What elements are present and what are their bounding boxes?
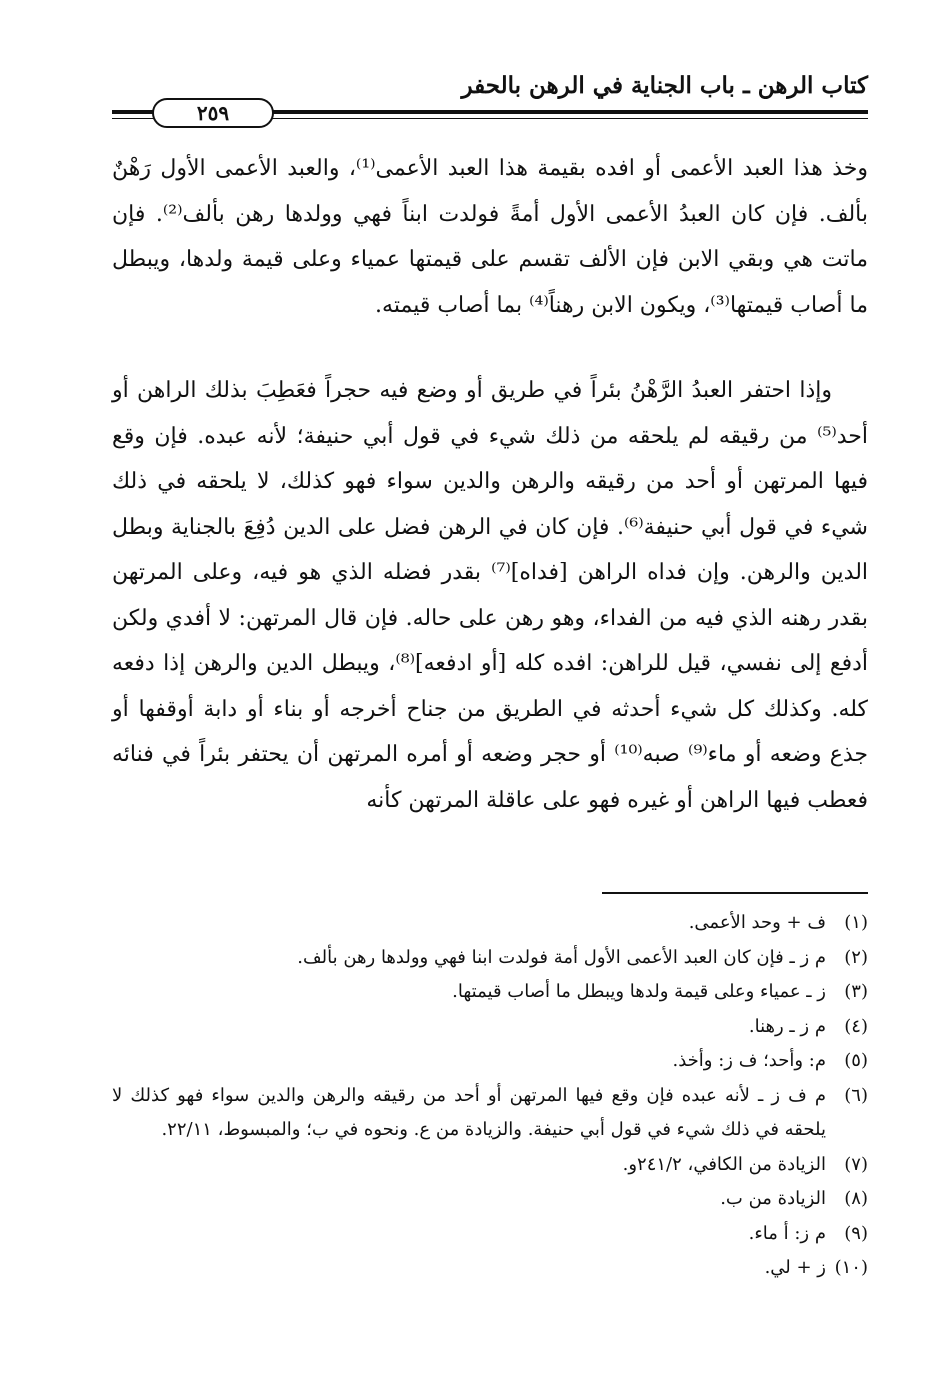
- footnote-text: ز + لي.: [764, 1257, 826, 1278]
- footnote-item: [112, 1079, 868, 1148]
- footnote-item: [112, 1044, 868, 1079]
- footnote-text: الزيادة من ب.: [720, 1188, 826, 1209]
- footnote-text: م ز ـ فإن كان العبد الأعمى الأول أمة فولدت ابنا فهي وولدها رهن بألف.: [297, 946, 826, 968]
- footnote-number: (١٠): [834, 1257, 868, 1278]
- running-title: كتاب الرهن ـ باب الجناية في الرهن بالحفر: [461, 72, 868, 99]
- footnote-number: (٧): [844, 1153, 868, 1175]
- footnote-item: [112, 1251, 868, 1286]
- page-number: ٢٥٩: [152, 98, 274, 128]
- footnotes: [112, 906, 868, 1286]
- footnote-item: [112, 906, 868, 941]
- footnote-item: [112, 1182, 868, 1217]
- footnote-item: [112, 941, 868, 976]
- footnote-separator: [602, 892, 868, 894]
- footnote-number: (٥): [844, 1050, 868, 1071]
- footnote-text: م ز ـ رهنا.: [748, 1015, 826, 1037]
- main-text: [112, 146, 868, 823]
- footnote-number: (٣): [844, 981, 868, 1002]
- footnote-item: [112, 1010, 868, 1045]
- footnote-number: (٩): [844, 1222, 868, 1244]
- footnote-number: (٤): [844, 1015, 868, 1037]
- footnote-text: م ز: أ ماء.: [748, 1222, 826, 1244]
- footnote-number: (١): [844, 912, 868, 933]
- footnote-text: ف + وحد الأعمى.: [688, 912, 826, 933]
- paragraph: وخذ هذا العبد الأعمى أو افده بقيمة هذا العبد الأعمى⁽¹⁾، والعبد الأعمى الأول رَهْنٌ بألف. فإن كان العبدُ الأعمى الأول أمةً فولدت ابناً فهي وولدها رهن بألف⁽²⁾. فإن ماتت هي وبقي الابن فإن الألف تقسم على قيمتها عمياء وعلى قيمة ولدها، ويبطل ما أصاب قيمتها⁽³⁾، ويكون الابن رهناً⁽⁴⁾ بما أصاب قيمته.: [112, 156, 868, 318]
- footnote-item: [112, 975, 868, 1010]
- footnote-number: (٨): [844, 1188, 868, 1209]
- footnote-text: م ف ز ـ لأنه عبده فإن وقع فيها المرتهن أو أحد من رقيقه والرهن والدين سواء فهو كذلك لا يلحقه في ذلك شيء في قول أبي حنيفة. والزيادة من ع. ونحوه في ب؛ والمبسوط، ٢٢/١١.: [112, 1084, 826, 1140]
- page-header: [112, 68, 868, 128]
- footnote-text: ز ـ عمياء وعلى قيمة ولدها ويبطل ما أصاب قيمتها.: [452, 981, 826, 1002]
- footnote-number: (٦): [844, 1084, 868, 1106]
- footnote-item: [112, 1148, 868, 1183]
- footnote-number: (٢): [844, 946, 868, 968]
- footnote-item: [112, 1217, 868, 1252]
- footnote-text: م: وأحد؛ ف ز: وأخذ.: [672, 1050, 826, 1071]
- footnote-text: الزيادة من الكافي، ٢٤١/٢و.: [622, 1153, 826, 1175]
- paragraph: وإذا احتفر العبدُ الرَّهْنُ بئراً في طريق أو وضع فيه حجراً فعَطِبَ بذلك الراهن أو أحد⁽⁵⁾ من رقيقه لم يلحقه من ذلك شيء في قول أبي حنيفة؛ لأنه عبده. فإن وقع فيها المرتهن أو أحد من رقيقه والرهن والدين سواء فهو كذلك، لا يلحقه في ذلك شيء في قول أبي حنيفة⁽⁶⁾. فإن كان في الرهن فضل على الدين دُفِعَ بالجناية وبطل الدين والرهن. وإن فداه الراهن [فداه]⁽⁷⁾ بقدر فضله الذي هو فيه، وعلى المرتهن بقدر رهنه الذي فيه من الفداء، وهو رهن على حاله. فإن قال المرتهن: لا أفدي ولكن أدفع إلى نفسي، قيل للراهن: افده كله [أو ادفعه]⁽⁸⁾، ويبطل الدين والرهن إذا دفعه كله. وكذلك كل شيء أحدثه في الطريق من جناح أخرجه أو بناء أو دابة أوقفها أو جذع وضعه أو ماء⁽⁹⁾ صبه⁽¹⁰⁾ أو حجر وضعه أو أمره المرتهن أن يحتفر بئراً في فنائه فعطب فيها الراهن أو غيره فهو على عاقلة المرتهن كأنه: [112, 378, 869, 813]
